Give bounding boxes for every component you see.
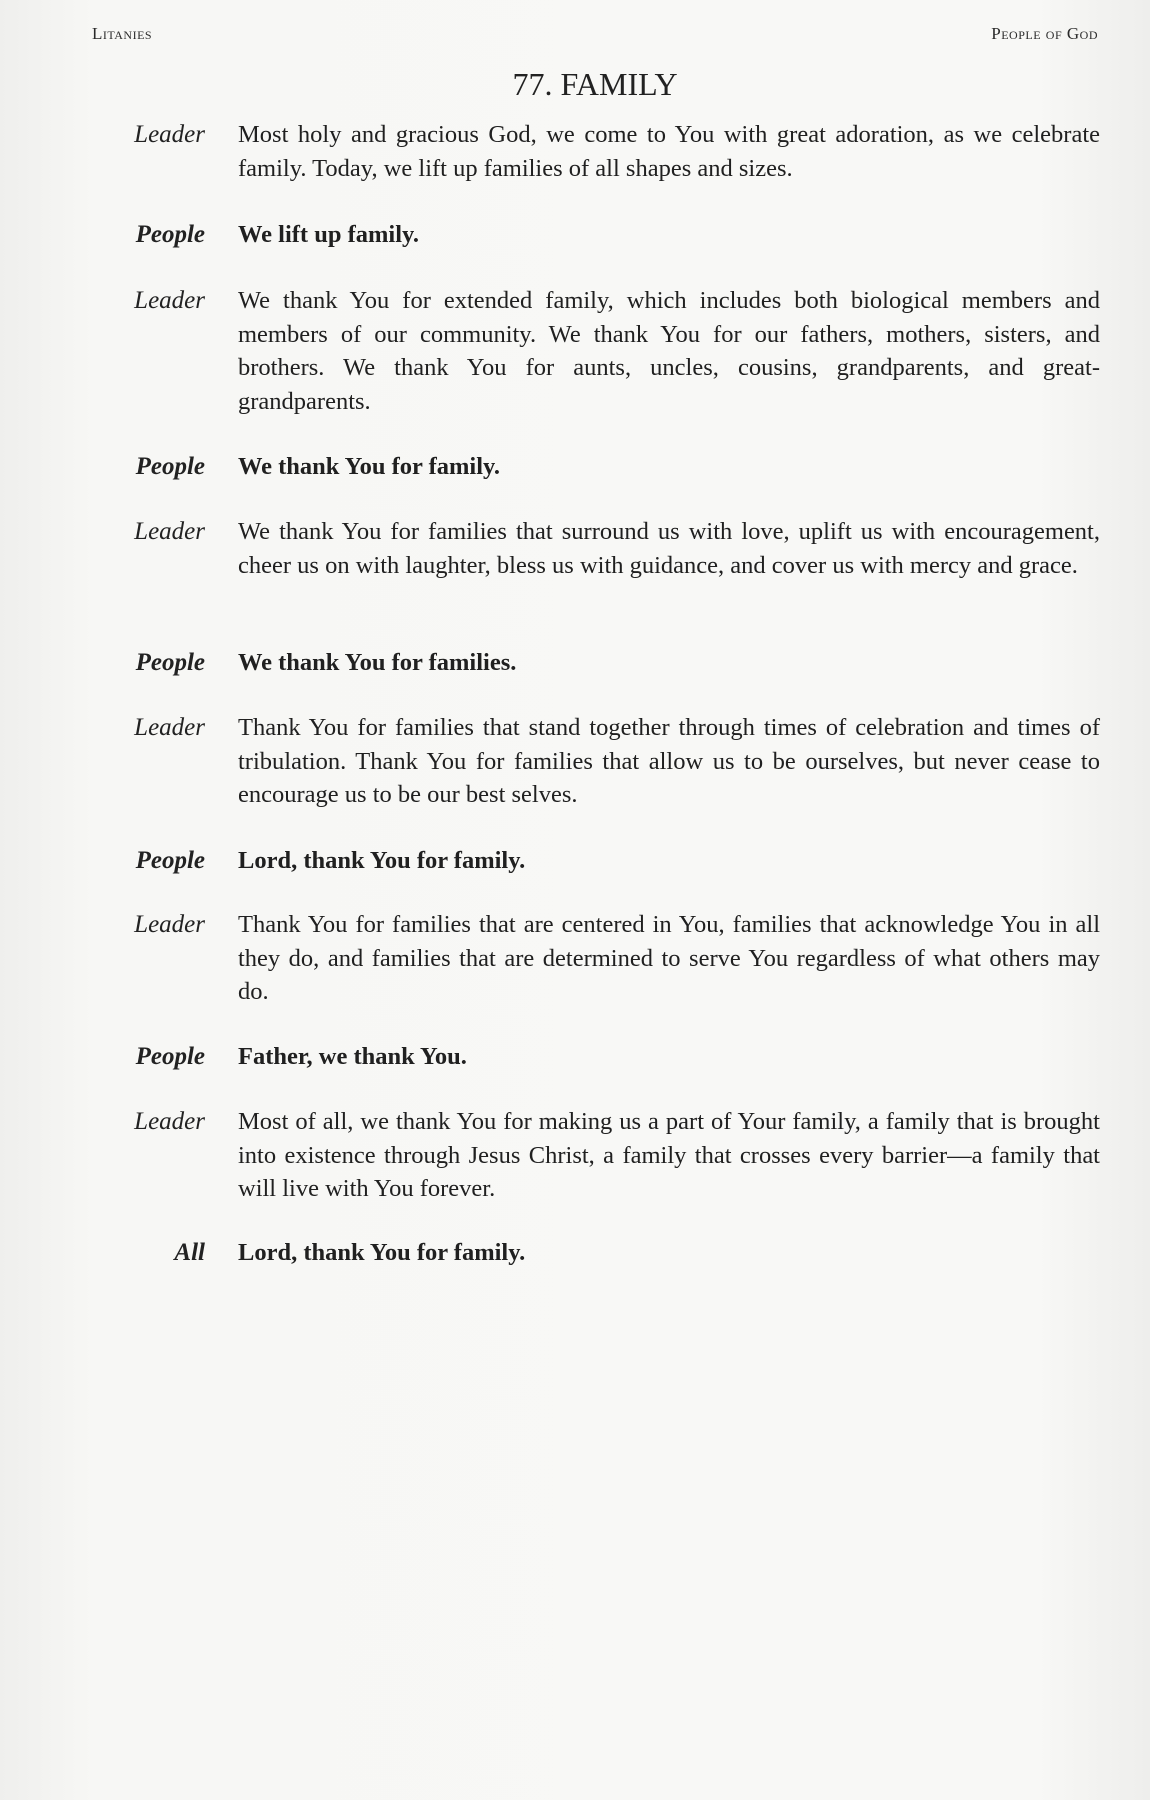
- litany-response: We thank You for families.: [238, 649, 517, 676]
- litany-response: We lift up family.: [238, 221, 420, 248]
- litany-text: Most of all, we thank You for making us a part of Your family, a family that is brought into existence through Jesus Christ, a family that crosses every barrier—a family that will live with You forever.: [238, 1108, 1100, 1202]
- speaker-label: Leader: [134, 121, 205, 148]
- litany-response: We thank You for family.: [238, 453, 501, 480]
- running-head-left: Litanies: [92, 24, 153, 43]
- litany-response: Lord, thank You for family.: [238, 1239, 526, 1266]
- speaker-label: People: [135, 847, 205, 874]
- speaker-label: Leader: [134, 714, 205, 741]
- speaker-label: All: [174, 1239, 205, 1266]
- litany-text: Thank You for families that are centered in You, families that acknowledge You in all they do, and families that are determined to serve You regardless of what others may do.: [238, 911, 1100, 1005]
- speaker-label: Leader: [134, 518, 205, 545]
- litany-response: Lord, thank You for family.: [238, 847, 526, 874]
- litany-text: We thank You for families that surround us with love, uplift us with encouragement, cheer us on with laughter, bless us with guidance, and cover us with mercy and grace.: [238, 518, 1100, 579]
- litany-text: We thank You for extended family, which includes both biological members and members of our community. We thank You for our fathers, mothers, sisters, and brothers. We thank You for aunts, uncles, cousins, grandparents, and great-grandparents.: [238, 287, 1100, 415]
- speaker-label: Leader: [134, 911, 205, 938]
- speaker-label: Leader: [134, 287, 205, 314]
- litany-title: 77. FAMILY: [512, 66, 678, 102]
- running-head-right: People of God: [991, 24, 1098, 43]
- speaker-label: People: [135, 221, 205, 248]
- litany-response: Father, we thank You.: [238, 1043, 467, 1070]
- speaker-label: People: [135, 1043, 205, 1070]
- speaker-label: People: [135, 649, 205, 676]
- litany-text: Most holy and gracious God, we come to You with great adoration, as we celebrate family. Today, we lift up families of all shapes and sizes.: [238, 121, 1100, 182]
- speaker-label: People: [135, 453, 205, 480]
- litany-text: Thank You for families that stand together through times of celebration and times of tribulation. Thank You for families that allow us to be ourselves, but never cease to encourage us to be our best selves.: [238, 714, 1100, 808]
- speaker-label: Leader: [134, 1108, 205, 1135]
